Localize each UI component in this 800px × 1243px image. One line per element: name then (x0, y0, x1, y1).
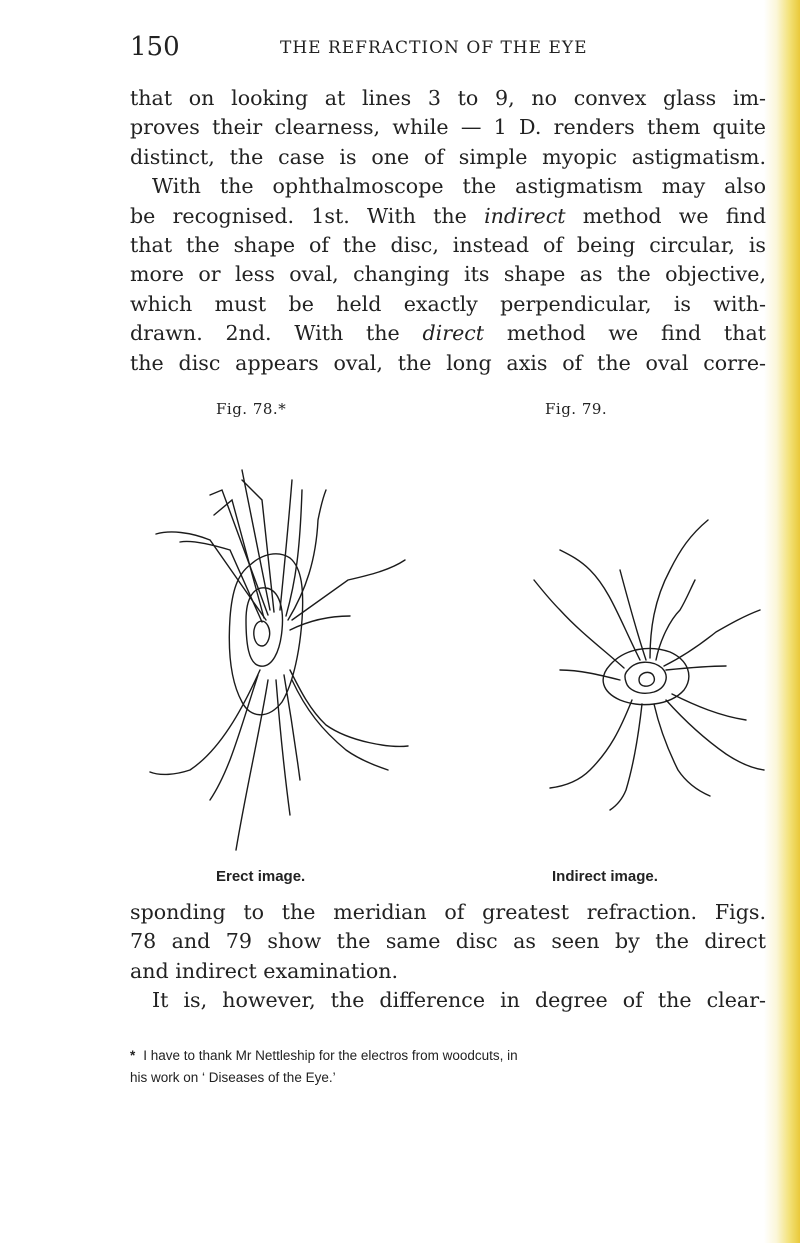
figure-79-caption: Indirect image. (552, 868, 658, 885)
body-text-bottom (130, 898, 766, 1016)
body-text-top (130, 84, 766, 378)
text-fragment: drawn. 2nd. With the (130, 321, 400, 346)
text-fragment: be recognised. 1st. With the (130, 203, 467, 228)
text-fragment: method we find (582, 203, 767, 228)
text-line (130, 319, 766, 348)
footnote-text: I have to thank Mr Nettleship for the electros from woodcuts, in (143, 1048, 518, 1063)
text-line: more or less oval, changing its shape as the objective, (130, 262, 766, 287)
text-line: the disc appears oval, the long axis of the oval corre- (130, 350, 766, 375)
figure-78-caption: Erect image. (216, 868, 306, 885)
footnote-line: his work on ‘ Diseases of the Eye.’ (130, 1070, 336, 1085)
text-line: which must be held exactly perpendicular, is with- (130, 291, 766, 316)
figure-78-label: Fig. 78.* (216, 400, 287, 418)
text-line: With the ophthalmoscope the astigmatism may also (152, 174, 766, 199)
text-line: proves their clearness, while — 1 D. renders them quite (130, 115, 766, 140)
emphasis-direct: direct (422, 321, 485, 346)
text-line (130, 202, 766, 231)
emphasis-indirect: indirect (484, 203, 566, 228)
text-line: that on looking at lines 3 to 9, no convex glass im- (130, 86, 766, 110)
text-line: distinct, the case is one of simple myopic astigmatism. (130, 144, 766, 169)
footnote-line (130, 1045, 766, 1067)
text-fragment: method we find that (506, 321, 766, 346)
figure-79-label: Fig. 79. (545, 400, 608, 418)
footnote-marker: * (130, 1048, 136, 1063)
text-line: 78 and 79 show the same disc as seen by the direct (130, 929, 766, 954)
footnote (130, 1045, 766, 1089)
text-line: It is, however, the difference in degree of the clear- (152, 988, 766, 1013)
text-line: that the shape of the disc, instead of being circular, is (130, 232, 766, 257)
figure-78-erect-image (150, 470, 410, 860)
page-number: 150 (130, 32, 180, 62)
text-line: sponding to the meridian of greatest refraction. Figs. (130, 900, 766, 924)
text-line: and indirect examination. (130, 958, 399, 983)
figure-79-indirect-image (520, 520, 780, 810)
page-header (130, 32, 780, 62)
running-title: THE REFRACTION OF THE EYE (280, 38, 588, 58)
